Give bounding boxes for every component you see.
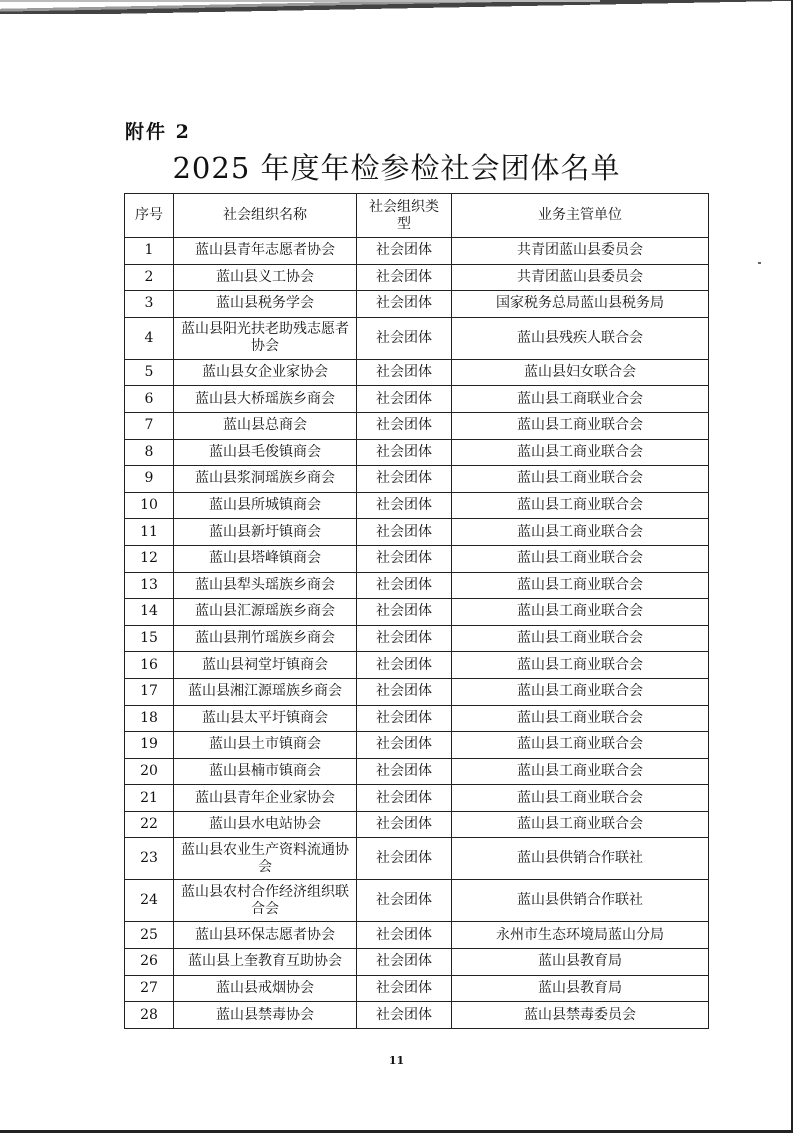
cell-no: 10 [125, 492, 174, 519]
cell-type: 社会团体 [357, 949, 452, 976]
cell-no: 22 [125, 811, 174, 838]
cell-supervisor: 国家税务总局蓝山县税务局 [452, 291, 709, 318]
cell-type: 社会团体 [357, 264, 452, 291]
cell-supervisor: 蓝山县工商业联合会 [452, 412, 709, 439]
header-name: 社会组织名称 [174, 194, 357, 238]
cell-name: 蓝山县阳光扶老助残志愿者协会 [174, 317, 357, 359]
cell-no: 1 [125, 238, 174, 265]
table-row [125, 949, 709, 976]
table-row [125, 678, 709, 705]
cell-supervisor: 蓝山县工商业联合会 [452, 785, 709, 812]
cell-supervisor: 共青团蓝山县委员会 [452, 264, 709, 291]
table-row [125, 359, 709, 386]
document-title: 2025 年度年检参检社会团体名单 [172, 151, 621, 185]
cell-no: 23 [125, 838, 174, 880]
cell-type: 社会团体 [357, 317, 452, 359]
cell-supervisor: 蓝山县工商业联合会 [452, 732, 709, 759]
table-row [125, 652, 709, 679]
cell-no: 3 [125, 291, 174, 318]
cell-type: 社会团体 [357, 359, 452, 386]
table-row [125, 386, 709, 413]
cell-type: 社会团体 [357, 732, 452, 759]
table-row [125, 625, 709, 652]
cell-type: 社会团体 [357, 758, 452, 785]
header-supervisor: 业务主管单位 [452, 194, 709, 238]
cell-no: 11 [125, 519, 174, 546]
cell-name: 蓝山县楠市镇商会 [174, 758, 357, 785]
cell-supervisor: 蓝山县工商业联合会 [452, 758, 709, 785]
cell-supervisor: 蓝山县工商业联合会 [452, 599, 709, 626]
cell-supervisor: 永州市生态环境局蓝山分局 [452, 922, 709, 949]
cell-no: 19 [125, 732, 174, 759]
cell-no: 9 [125, 466, 174, 493]
cell-supervisor: 蓝山县工商业联合会 [452, 519, 709, 546]
table-row [125, 291, 709, 318]
organization-table [124, 193, 709, 1029]
cell-supervisor: 蓝山县工商业联合会 [452, 545, 709, 572]
table-row [125, 785, 709, 812]
scan-artifact-top [0, 0, 793, 14]
cell-no: 13 [125, 572, 174, 599]
table-row [125, 880, 709, 922]
cell-no: 12 [125, 545, 174, 572]
cell-type: 社会团体 [357, 705, 452, 732]
cell-name: 蓝山县青年企业家协会 [174, 785, 357, 812]
cell-no: 18 [125, 705, 174, 732]
cell-name: 蓝山县女企业家协会 [174, 359, 357, 386]
cell-name: 蓝山县农村合作经济组织联合会 [174, 880, 357, 922]
table-row [125, 317, 709, 359]
cell-type: 社会团体 [357, 386, 452, 413]
table-row [125, 238, 709, 265]
table-row [125, 466, 709, 493]
cell-name: 蓝山县新圩镇商会 [174, 519, 357, 546]
cell-name: 蓝山县上奎教育互助协会 [174, 949, 357, 976]
cell-supervisor: 蓝山县残疾人联合会 [452, 317, 709, 359]
table-row [125, 811, 709, 838]
table-row [125, 1002, 709, 1029]
header-type: 社会组织类型 [357, 194, 452, 238]
cell-supervisor: 蓝山县供销合作联社 [452, 880, 709, 922]
cell-supervisor: 蓝山县工商业联合会 [452, 811, 709, 838]
cell-name: 蓝山县湘江源瑶族乡商会 [174, 678, 357, 705]
table-row [125, 572, 709, 599]
cell-name: 蓝山县戒烟协会 [174, 975, 357, 1002]
table-row [125, 732, 709, 759]
cell-name: 蓝山县水电站协会 [174, 811, 357, 838]
table-row [125, 922, 709, 949]
cell-no: 15 [125, 625, 174, 652]
cell-type: 社会团体 [357, 922, 452, 949]
cell-name: 蓝山县义工协会 [174, 264, 357, 291]
table-row [125, 838, 709, 880]
cell-type: 社会团体 [357, 492, 452, 519]
cell-supervisor: 蓝山县工商联业合会 [452, 386, 709, 413]
cell-type: 社会团体 [357, 466, 452, 493]
cell-name: 蓝山县塔峰镇商会 [174, 545, 357, 572]
cell-type: 社会团体 [357, 519, 452, 546]
cell-no: 17 [125, 678, 174, 705]
cell-supervisor: 蓝山县教育局 [452, 949, 709, 976]
table-row [125, 758, 709, 785]
cell-no: 20 [125, 758, 174, 785]
cell-name: 蓝山县汇源瑶族乡商会 [174, 599, 357, 626]
cell-no: 5 [125, 359, 174, 386]
cell-no: 7 [125, 412, 174, 439]
cell-type: 社会团体 [357, 838, 452, 880]
cell-no: 16 [125, 652, 174, 679]
cell-supervisor: 蓝山县禁毒委员会 [452, 1002, 709, 1029]
cell-type: 社会团体 [357, 678, 452, 705]
cell-name: 蓝山县浆洞瑶族乡商会 [174, 466, 357, 493]
table-row [125, 519, 709, 546]
cell-name: 蓝山县毛俊镇商会 [174, 439, 357, 466]
table-row [125, 705, 709, 732]
cell-no: 4 [125, 317, 174, 359]
cell-supervisor: 蓝山县供销合作联社 [452, 838, 709, 880]
cell-type: 社会团体 [357, 545, 452, 572]
table-row [125, 439, 709, 466]
cell-type: 社会团体 [357, 1002, 452, 1029]
table-row [125, 599, 709, 626]
cell-type: 社会团体 [357, 625, 452, 652]
cell-supervisor: 蓝山县教育局 [452, 975, 709, 1002]
scan-artifact-top-edge [0, 0, 600, 2]
cell-no: 24 [125, 880, 174, 922]
table-row [125, 545, 709, 572]
cell-type: 社会团体 [357, 412, 452, 439]
header-no: 序号 [125, 194, 174, 238]
cell-no: 2 [125, 264, 174, 291]
cell-name: 蓝山县土市镇商会 [174, 732, 357, 759]
cell-name: 蓝山县总商会 [174, 412, 357, 439]
cell-supervisor: 蓝山县工商业联合会 [452, 678, 709, 705]
table-header-row [125, 194, 709, 238]
cell-type: 社会团体 [357, 652, 452, 679]
cell-no: 14 [125, 599, 174, 626]
cell-type: 社会团体 [357, 238, 452, 265]
cell-no: 26 [125, 949, 174, 976]
cell-type: 社会团体 [357, 975, 452, 1002]
cell-no: 21 [125, 785, 174, 812]
cell-name: 蓝山县太平圩镇商会 [174, 705, 357, 732]
cell-supervisor: 蓝山县工商业联合会 [452, 625, 709, 652]
cell-supervisor: 蓝山县工商业联合会 [452, 572, 709, 599]
cell-supervisor: 蓝山县工商业联合会 [452, 652, 709, 679]
cell-name: 蓝山县农业生产资料流通协会 [174, 838, 357, 880]
cell-supervisor: 蓝山县工商业联合会 [452, 439, 709, 466]
cell-name: 蓝山县环保志愿者协会 [174, 922, 357, 949]
table-row [125, 492, 709, 519]
cell-name: 蓝山县犁头瑶族乡商会 [174, 572, 357, 599]
cell-no: 28 [125, 1002, 174, 1029]
cell-no: 6 [125, 386, 174, 413]
page-number: 11 [388, 1054, 405, 1067]
cell-type: 社会团体 [357, 599, 452, 626]
cell-name: 蓝山县荆竹瑶族乡商会 [174, 625, 357, 652]
table-row [125, 264, 709, 291]
cell-type: 社会团体 [357, 291, 452, 318]
cell-name: 蓝山县税务学会 [174, 291, 357, 318]
cell-no: 8 [125, 439, 174, 466]
cell-name: 蓝山县大桥瑶族乡商会 [174, 386, 357, 413]
cell-name: 蓝山县所城镇商会 [174, 492, 357, 519]
cell-supervisor: 蓝山县工商业联合会 [452, 466, 709, 493]
cell-supervisor: 蓝山县工商业联合会 [452, 705, 709, 732]
cell-name: 蓝山县祠堂圩镇商会 [174, 652, 357, 679]
cell-supervisor: 蓝山县妇女联合会 [452, 359, 709, 386]
attachment-label: 附件 2 [125, 121, 191, 143]
cell-type: 社会团体 [357, 811, 452, 838]
cell-type: 社会团体 [357, 785, 452, 812]
cell-no: 25 [125, 922, 174, 949]
cell-name: 蓝山县青年志愿者协会 [174, 238, 357, 265]
cell-supervisor: 蓝山县工商业联合会 [452, 492, 709, 519]
cell-supervisor: 共青团蓝山县委员会 [452, 238, 709, 265]
scan-speck [758, 262, 761, 264]
cell-name: 蓝山县禁毒协会 [174, 1002, 357, 1029]
cell-type: 社会团体 [357, 439, 452, 466]
table-row [125, 412, 709, 439]
cell-no: 27 [125, 975, 174, 1002]
table-row [125, 975, 709, 1002]
cell-type: 社会团体 [357, 880, 452, 922]
cell-type: 社会团体 [357, 572, 452, 599]
